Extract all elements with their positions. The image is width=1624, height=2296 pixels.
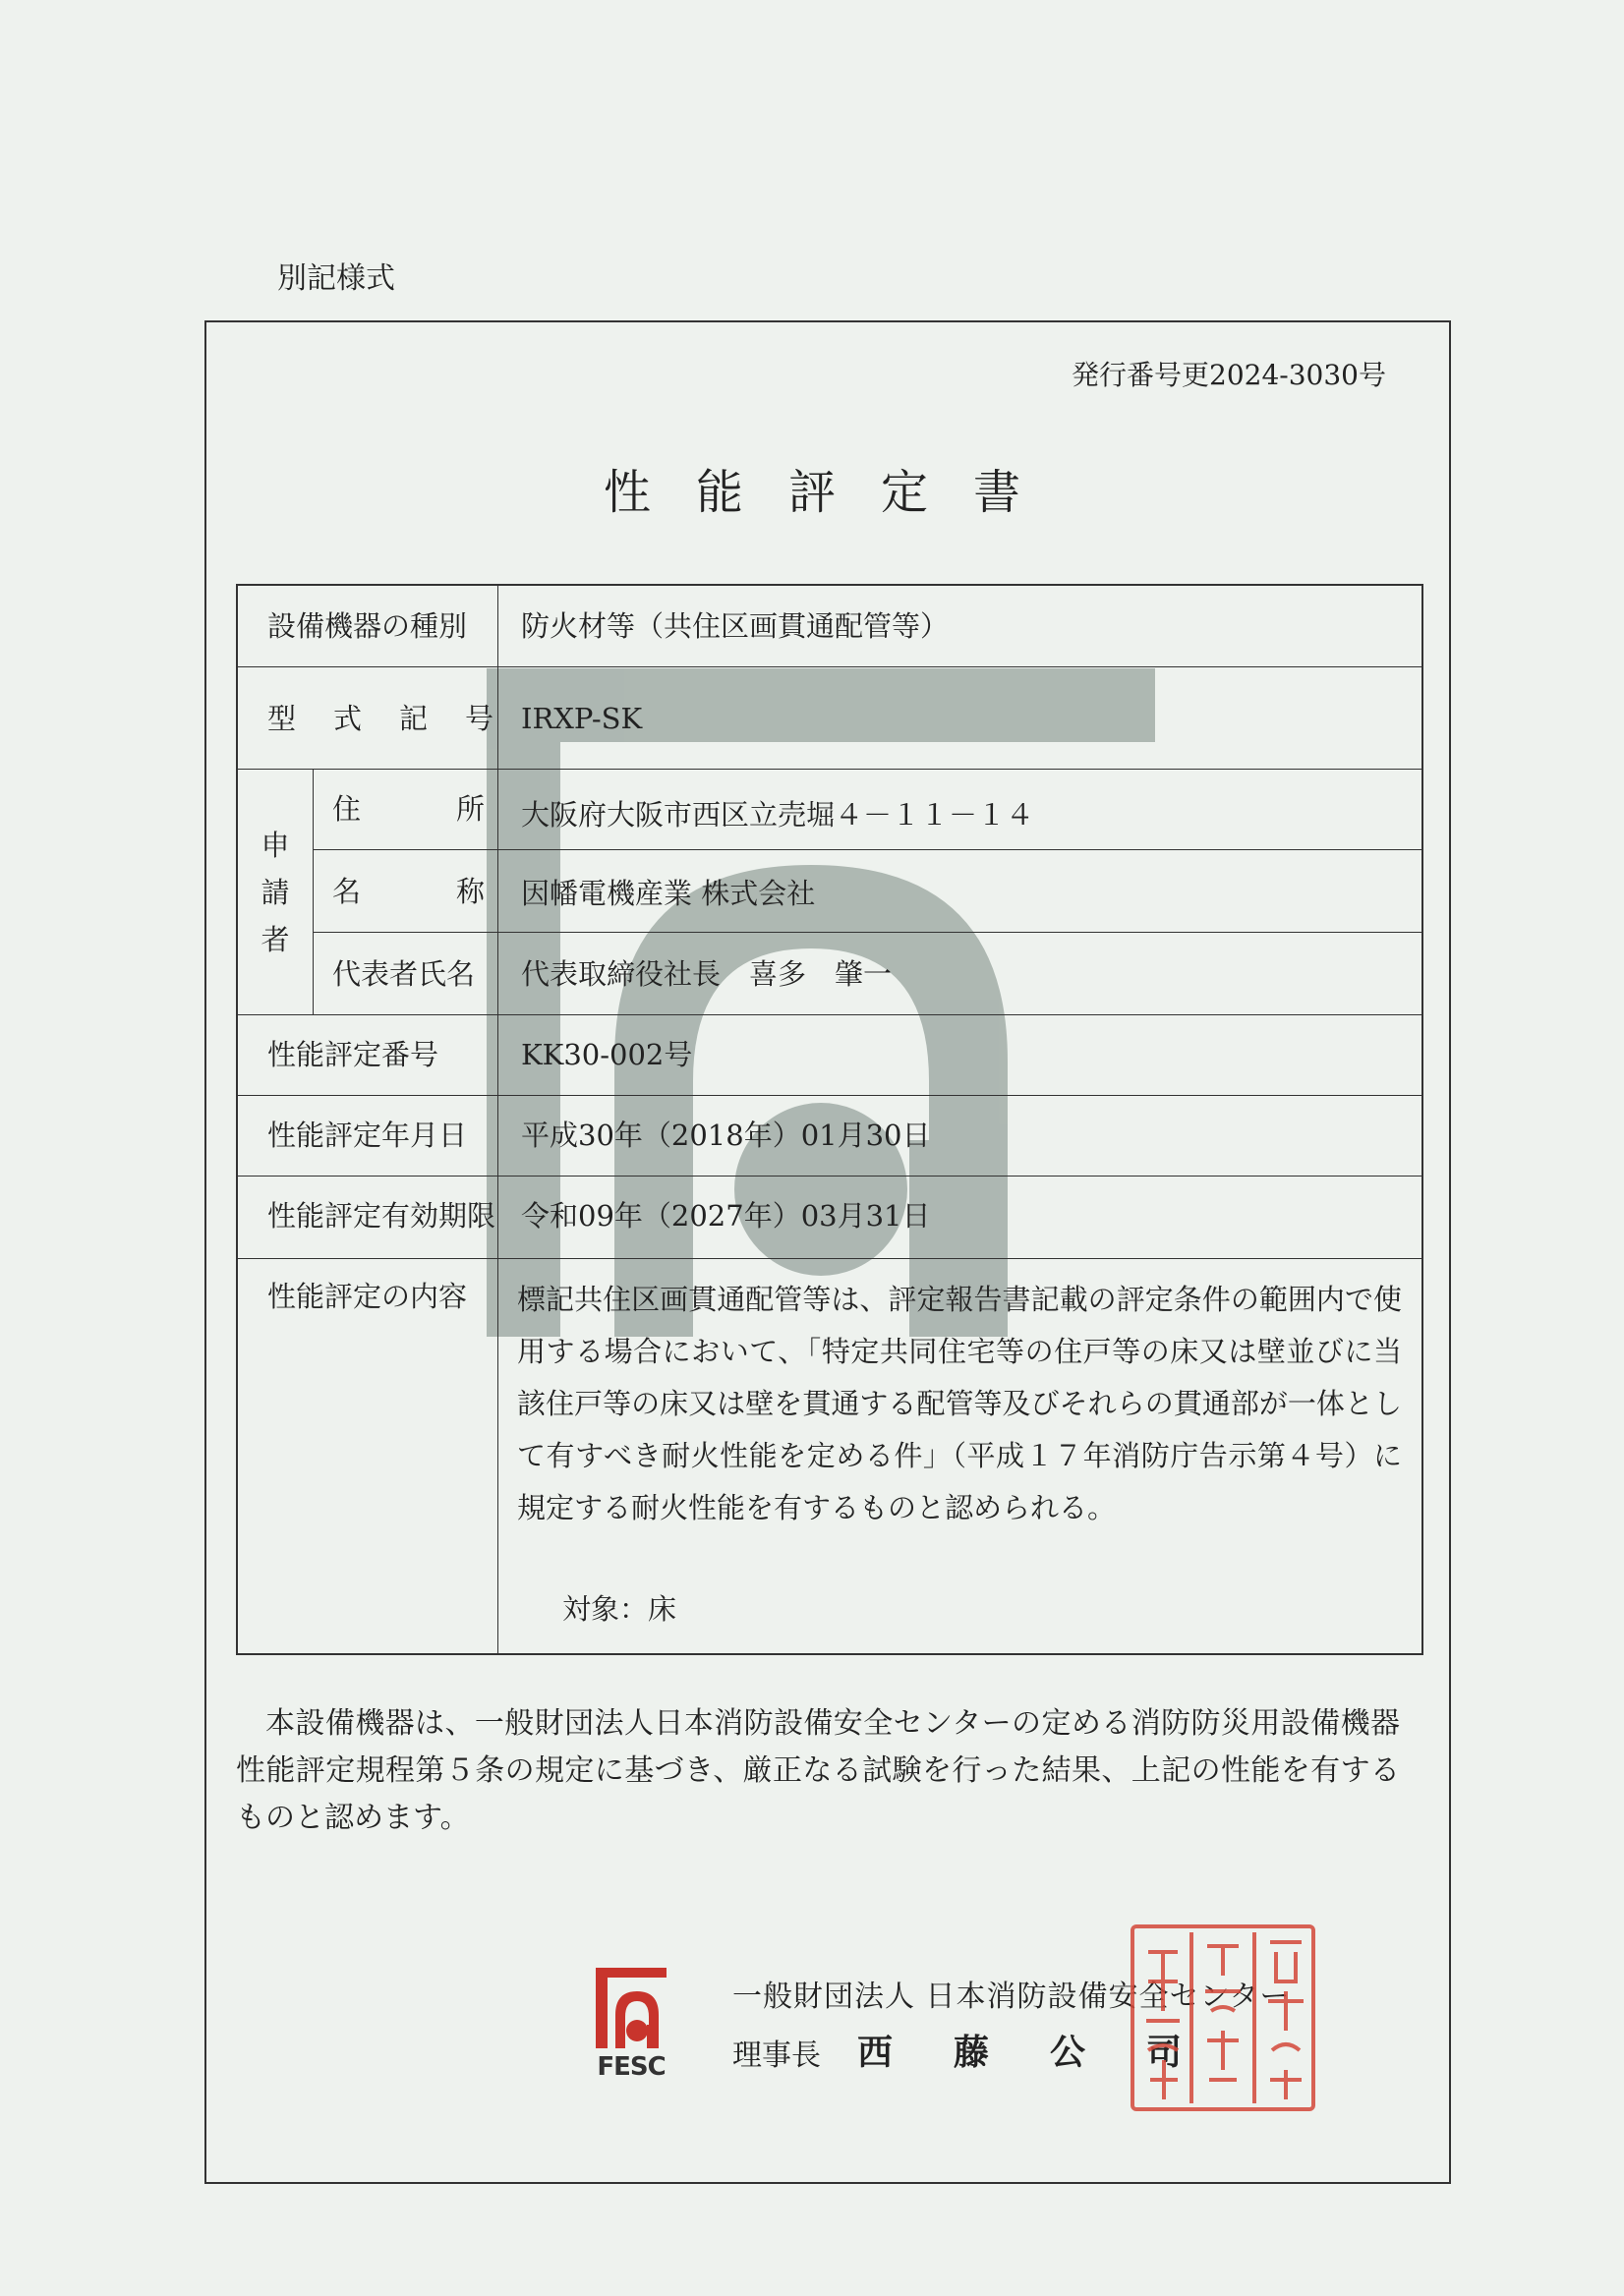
- document-title: 性能評定書: [603, 465, 1066, 520]
- content-text: 標記共住区画貫通配管等は、評定報告書記載の評定条件の範囲内で使用する場合において、「特定共同住宅等の住戸等の床又は壁並びに当該住戸等の床又は壁を貫通する配管等及びそれらの貫通部が一体として有すべき耐火性能を定める件」（平成１７年消防庁告示第４号）に規定する耐火性能を有するものと認められる。: [517, 1283, 1402, 1524]
- chair-title: 理事長: [732, 2038, 821, 2073]
- certification-statement: 本設備機器は、一般財団法人日本消防設備安全センターの定める消防防災用設備機器性能評定規程第５条の規定に基づき、厳正なる試験を行った結果、上記の性能を有するものと認めます。: [236, 1706, 1400, 1835]
- chair-name: 西 藤 公 司: [857, 2032, 1183, 2073]
- equipment-type-label: 設備機器の種別: [267, 609, 468, 643]
- form-label: 別記様式: [277, 261, 395, 296]
- official-seal-icon: [1129, 1923, 1317, 2113]
- address-label: 住 所: [332, 792, 485, 826]
- fesc-logo-text: FESC: [597, 2052, 666, 2082]
- organization-name: 一般財団法人 日本消防設備安全センター: [732, 1980, 1291, 2014]
- info-table: [236, 584, 1423, 1655]
- company-name-label: 名 称: [332, 875, 485, 908]
- target-text: 対象：床: [562, 1592, 677, 1626]
- eval-number-value: KK30-002号: [521, 1038, 693, 1071]
- company-name-value: 因幡電機産業 株式会社: [521, 877, 816, 910]
- representative-value: 代表取締役社長 喜多 肇一: [521, 957, 893, 991]
- address-value: 大阪府大阪市西区立売堀４－１１－１４: [521, 798, 1035, 832]
- equipment-type-value: 防火材等（共住区画貫通配管等）: [521, 609, 950, 643]
- representative-label: 代表者氏名: [332, 957, 476, 991]
- eval-date-value: 平成30年（2018年）01月30日: [521, 1119, 931, 1152]
- applicant-label: 申請者: [261, 829, 290, 956]
- eval-number-label: 性能評定番号: [267, 1038, 439, 1071]
- eval-date-label: 性能評定年月日: [267, 1119, 468, 1152]
- content-label: 性能評定の内容: [267, 1280, 468, 1313]
- fesc-logo: [596, 1968, 667, 2086]
- valid-until-label: 性能評定有効期限: [267, 1199, 496, 1233]
- model-value: IRXP-SK: [521, 702, 643, 735]
- model-label: 型 式 記 号: [267, 702, 493, 735]
- valid-until-value: 令和09年（2027年）03月31日: [521, 1199, 931, 1233]
- issue-number: 発行番号更2024-3030号: [1072, 359, 1386, 391]
